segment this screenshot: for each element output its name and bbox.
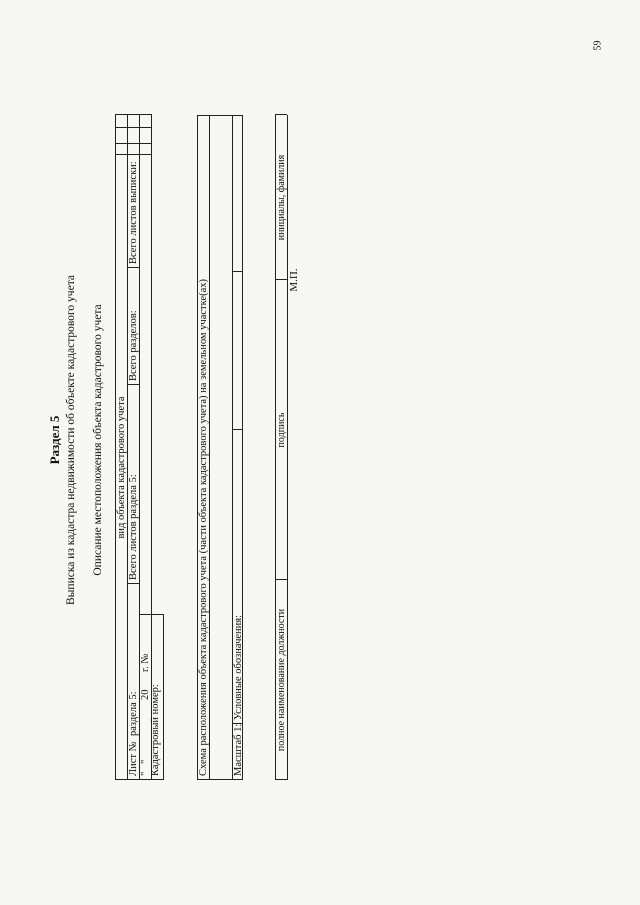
section-title: Раздел 5 <box>47 415 62 465</box>
date-year: 20 <box>140 689 151 700</box>
document-subtitle-2: Описание местоположения объекта кадастрового учета <box>92 304 104 576</box>
legend-label: Условные обозначения: <box>233 614 244 720</box>
section-number-label: раздела 5: <box>128 691 139 736</box>
date-quote-open: " <box>140 771 151 776</box>
rotated-document-sheet <box>47 100 317 780</box>
stamp-label: М.П. <box>288 268 300 292</box>
scale-label: Масштаб 1: <box>233 723 244 776</box>
signature-caption: подпись <box>276 412 287 448</box>
total-section-sheets-label: Всего листов раздела 5: <box>128 474 139 580</box>
sheet-number-label: Лист № <box>128 741 139 776</box>
page-number: 59 <box>592 40 604 51</box>
date-quote-close: " <box>140 759 151 764</box>
total-sections-label: Всего разделов: <box>128 310 139 381</box>
cadastral-number-label: Кадастровый номер: <box>150 684 161 776</box>
object-kind-label: вид объекта кадастрового учета <box>116 396 127 539</box>
scheme-label: Схема расположения объекта кадастрового учета (части объекта кадастрового учета) на земельном участке(ах) <box>198 278 209 776</box>
total-extract-sheets-label: Всего листов выписки: <box>128 161 139 264</box>
date-number-suffix: г. № <box>140 653 151 672</box>
name-caption: инициалы, фамилия <box>276 154 287 241</box>
document-subtitle: Выписка из кадастра недвижимости об объекте кадастрового учета <box>65 275 77 605</box>
position-caption: полное наименование должности <box>276 608 287 752</box>
